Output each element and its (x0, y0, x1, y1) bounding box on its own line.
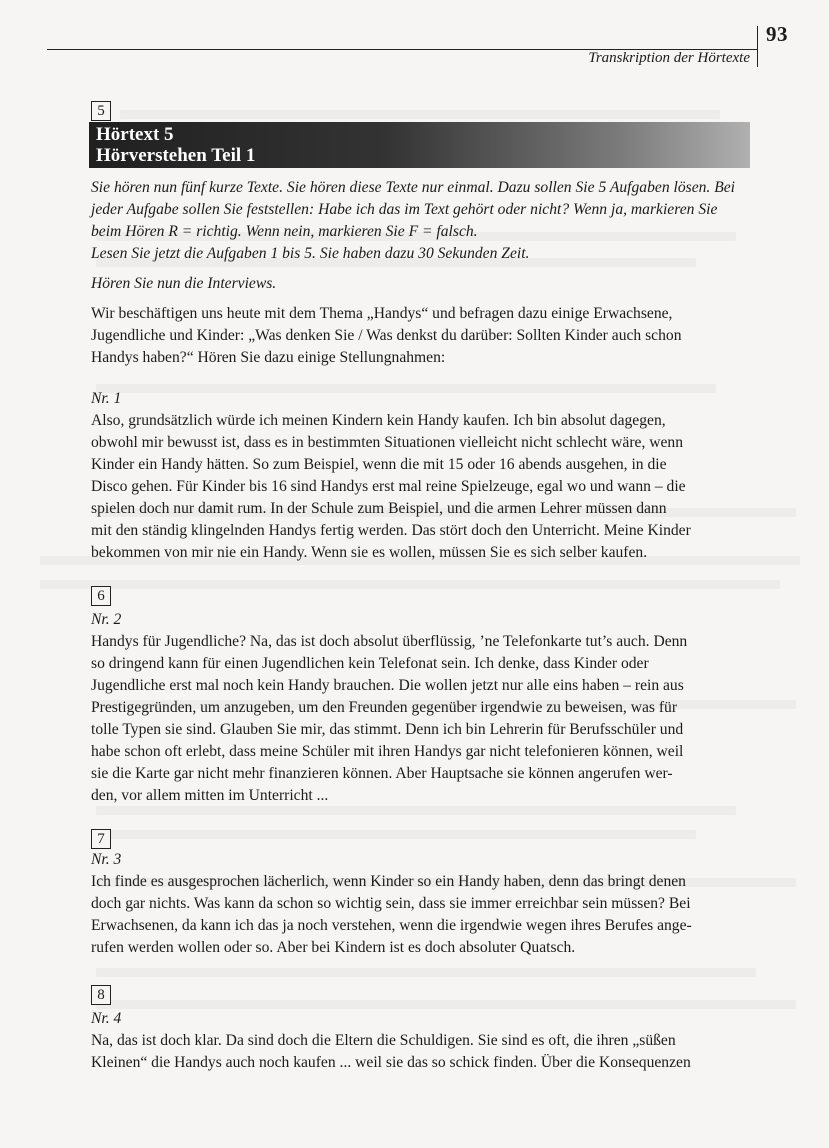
text-line: doch gar nichts. Was kann da schon so wichtig sein, dass sie immer erreichbar sein müssen? Bei (91, 895, 691, 912)
text-line: bekommen von mir nie ein Handy. Wenn sie es wollen, müssen Sie es sich selber kaufen. (91, 544, 648, 561)
text-line: Also, grundsätzlich würde ich meinen Kindern kein Handy kaufen. Ich bin absolut dagegen, (91, 412, 666, 429)
listen-prompt: Hören Sie nun die Interviews. (91, 275, 277, 292)
task-number-box: 8 (91, 985, 111, 1005)
interview-label: Nr. 3 (91, 851, 122, 868)
interview-label: Nr. 2 (91, 611, 122, 628)
instruction-line: Sie hören nun fünf kurze Texte. Sie hören diese Texte nur einmal. Dazu sollen Sie 5 Aufgaben lösen. Bei (91, 179, 736, 196)
text-line: Prestigegründen, um anzugeben, um den Freunden gegenüber irgendwie zu beweisen, was für (91, 699, 678, 716)
interview-4 (91, 1008, 754, 1074)
task-number-box: 6 (91, 586, 111, 606)
text-line: Na, das ist doch klar. Da sind doch die Eltern die Schuldigen. Sie sind es oft, die ihren „süßen (91, 1032, 676, 1049)
section-title-bar (89, 122, 750, 168)
intro-line: Handys haben?“ Hören Sie dazu einige Stellungnahmen: (91, 349, 446, 366)
text-line: Kleinen“ die Handys auch noch kaufen ... weil sie das so schick finden. Über die Konsequenzen (91, 1054, 691, 1071)
text-line: spielen doch nur damit rum. In der Schule zum Beispiel, und die armen Lehrer müssen dann (91, 500, 667, 517)
text-line: Kinder ein Handy hätten. So zum Beispiel, wenn die mit 15 oder 16 abends ausgehen, in die (91, 456, 667, 473)
instruction-line: Lesen Sie jetzt die Aufgaben 1 bis 5. Sie haben dazu 30 Sekunden Zeit. (91, 245, 530, 262)
text-line: Ich finde es ausgesprochen lächerlich, wenn Kinder so ein Handy haben, denn das bringt denen (91, 873, 686, 890)
text-line: sie die Karte gar nicht mehr finanzieren können. Aber Hauptsache sie können angerufen wer- (91, 765, 673, 782)
interview-3 (91, 849, 754, 959)
interview-1 (91, 388, 754, 564)
header-vertical-rule (757, 26, 758, 67)
section-subtitle: Hörverstehen Teil 1 (96, 145, 256, 166)
task-number-box: 7 (91, 829, 111, 849)
instruction-line: beim Hören R = richtig. Wenn nein, markieren Sie F = falsch. (91, 223, 478, 240)
instruction-line: jeder Aufgabe sollen Sie feststellen: Habe ich das im Text gehört oder nicht? Wenn ja, markieren Sie (91, 201, 718, 218)
running-head: Transkription der Hörtexte (588, 50, 750, 66)
text-line: rufen werden wollen oder so. Aber bei Kindern ist es doch absoluter Quatsch. (91, 939, 576, 956)
instructions (91, 177, 754, 265)
interview-label: Nr. 4 (91, 1010, 122, 1027)
task-number-box: 5 (91, 101, 111, 121)
text-line: obwohl mir bewusst ist, dass es in bestimmten Situationen vielleicht nicht schlecht wäre, wenn (91, 434, 684, 451)
intro-paragraph (91, 303, 754, 369)
text-line: Jugendliche erst mal noch kein Handy brauchen. Die wollen jetzt nur alle eins haben – rein aus (91, 677, 684, 694)
intro-line: Wir beschäftigen uns heute mit dem Thema „Handys“ und befragen dazu einige Erwachsene, (91, 305, 673, 322)
text-line: habe schon oft erlebt, dass meine Schüler mit ihren Handys gar nicht telefonieren können, weil (91, 743, 684, 760)
text-line: den, vor allem mitten im Unterricht ... (91, 787, 329, 804)
interview-2 (91, 609, 754, 807)
text-line: Disco gehen. Für Kinder bis 16 sind Handys erst mal reine Spielzeuge, egal wo und wann – die (91, 478, 686, 495)
text-line: Erwachsenen, da kann ich das ja noch verstehen, wenn die irgendwie wegen ihres Berufes ange- (91, 917, 692, 934)
interview-label: Nr. 1 (91, 390, 122, 407)
text-line: tolle Typen sie sind. Glauben Sie mir, das stimmt. Denn ich bin Lehrerin für Berufsschüler und (91, 721, 684, 738)
section-title: Hörtext 5 (96, 124, 174, 145)
text-line: mit den ständig klingelnden Handys fertig werden. Das stört doch den Unterricht. Meine Kinder (91, 522, 691, 539)
text-line: Handys für Jugendliche? Na, das ist doch absolut überflüssig, ’ne Telefonkarte tut’s auch. Denn (91, 633, 688, 650)
page-number: 93 (766, 22, 788, 46)
intro-line: Jugendliche und Kinder: „Was denken Sie / Was denkst du darüber: Sollten Kinder auch schon (91, 327, 682, 344)
text-line: so dringend kann für einen Jugendlichen kein Telefonat sein. Ich denke, dass Kinder oder (91, 655, 649, 672)
